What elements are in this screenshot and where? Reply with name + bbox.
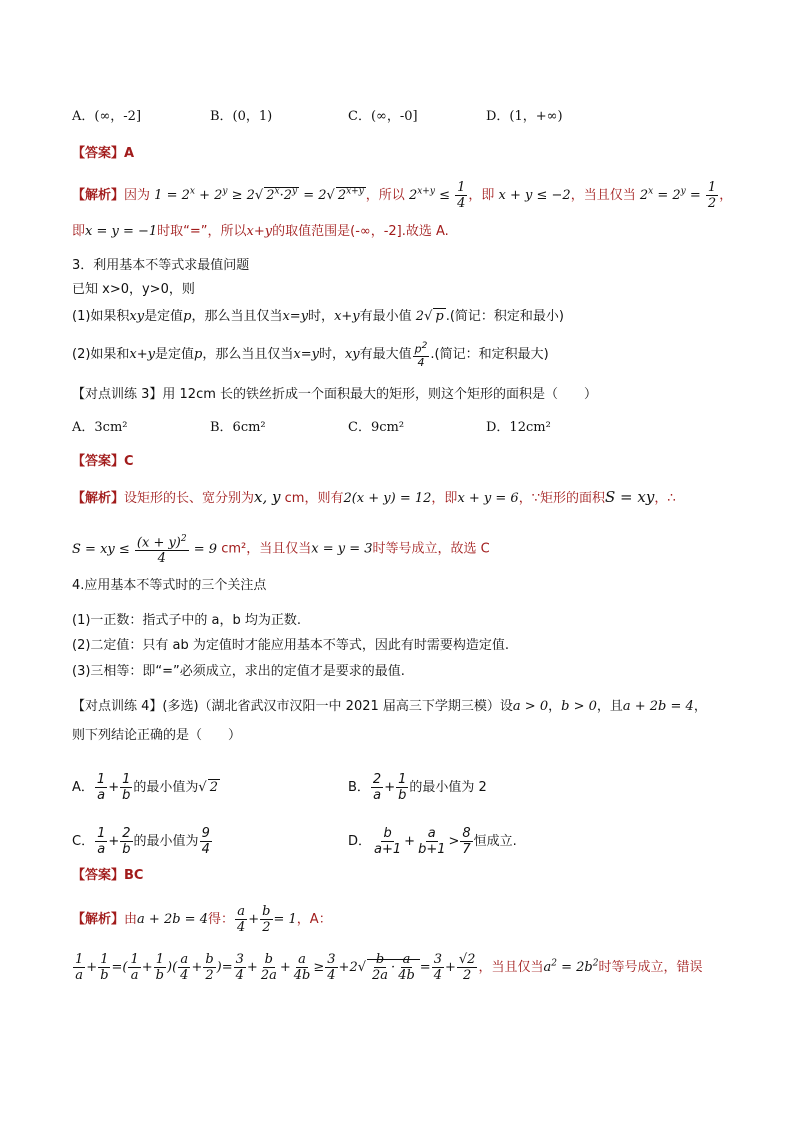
math-formula: $\frac{p^2}{4}$ — [414, 341, 428, 369]
math-formula: $1 = 2^x + 2^y \ge 2√$ $2^x\cdot 2^y = 2√$ $2^{x+y}$ — [154, 186, 364, 203]
analysis-text: ，所以 — [365, 188, 405, 203]
option-c: C．(∞，-0] — [348, 109, 418, 124]
analysis-line: 【解析】因为 $1 = 2^x + 2^y \ge 2√$ $2^x\cdot 2^y = 2√$ $2^{x+y}$ ，所以 $2^{x+y}$ ≤ $\frac{1}{4}$ ，即 x + y ≤ −2，当且仅当 $2^x = 2^y$ = $\frac{1}{2}$ ， — [72, 180, 733, 211]
math-formula: x + y = 6 — [457, 491, 519, 506]
answer-label: 【答案】 — [72, 868, 125, 883]
analysis-text: 由 — [124, 912, 138, 927]
answer-label: 【答案】 — [72, 146, 125, 161]
analysis-text: ，∴ — [654, 491, 676, 506]
analysis-label: 【解析】 — [72, 188, 125, 203]
math: $\frac{b}{a+1}$ — [374, 826, 402, 857]
math-formula: S = xy ≤ $\frac{(x + y)^2}{4}$ = 9 — [72, 534, 218, 567]
option-b: B．6cm² — [210, 420, 266, 435]
analysis-text: ，即 — [468, 188, 495, 203]
math-formula: x+y — [246, 224, 273, 239]
analysis-text: ，A： — [296, 912, 332, 927]
math: p — [183, 309, 192, 324]
text: (2)如果和 — [72, 346, 130, 362]
text: 有最大值 — [359, 346, 412, 362]
math: xy — [344, 346, 360, 362]
analysis-line — [72, 952, 702, 983]
math: x=y — [293, 346, 319, 362]
math: x=y — [282, 309, 309, 324]
math-formula: a > 0 — [512, 699, 549, 714]
section-item — [72, 340, 549, 369]
math-formula: x, y — [254, 488, 281, 506]
option-a: A．(∞，-2] — [72, 109, 142, 124]
option-d: D．12cm² — [486, 420, 551, 435]
math-formula: $2^x = 2^y$ = $\frac{1}{2}$ — [639, 180, 717, 211]
section-title: 4.应用基本不等式时的三个关注点 — [72, 578, 267, 593]
answer-value: C — [124, 454, 134, 469]
text: 【对点训练 4】(多选)（湖北省武汉市汉阳一中 2021 届高三下学期三模）设 — [72, 699, 513, 714]
question-stem: 则下列结论正确的是（ ） — [72, 728, 242, 743]
section-item: (2)二定值：只有 ab 为定值时才能应用基本不等式，因此有时需要构造定值. — [72, 638, 510, 653]
answer-value: A — [124, 146, 135, 161]
math-formula: $2^{x+y}$ ≤ $\frac{1}{4}$ — [408, 180, 466, 211]
math-formula: $\frac{1}{a}$ + $\frac{1}{b}$ =( $\frac{1}{a}$ + $\frac{1}{b}$ )( $\frac{a}{4}$ + $\frac{b}{2}$ )= $\frac{3}{4}$ + $\frac{b}{2a}$ + $\frac{a}{4b}$ ≥ $\frac{3}{4}$ +2√ $\frac{b}{2a}$ · $\frac{a}{4b}$ = $\frac{3}{4}$ + $\frac{√2}{2}$ — [75, 952, 476, 983]
answer-value: BC — [124, 868, 144, 883]
section-item: (3)三相等：即“=”必须成立，求出的定值才是要求的最值. — [72, 664, 405, 679]
analysis-text: 时取“=”，所以 — [157, 224, 247, 239]
analysis-text: 因为 — [124, 188, 151, 203]
option-a: A．3cm² — [72, 420, 128, 435]
analysis-text: ，即 — [431, 491, 458, 506]
text: (1)如果积 — [72, 309, 130, 324]
math: $\frac{1}{a}$ — [97, 826, 106, 857]
text: 时， — [318, 346, 345, 362]
option-c: C． $\frac{1}{a}$ + $\frac{2}{b}$ 的最小值为 $\frac{9}{4}$ — [72, 826, 210, 857]
answer-line — [72, 452, 134, 472]
math: $\frac{1}{b}$ — [398, 772, 407, 803]
analysis-line — [72, 222, 449, 242]
math-formula: 2(x + y) = 12 — [343, 491, 432, 506]
text: ，那么当且仅当 — [191, 309, 283, 324]
math: p — [194, 346, 203, 362]
option-a: A． $\frac{1}{a}$ + $\frac{1}{b}$ 的最小值为√ 2 — [72, 772, 218, 803]
section-given: 已知 x>0，y>0，则 — [72, 282, 195, 297]
math: $\frac{1}{b}$ — [122, 772, 131, 803]
math: $\frac{9}{4}$ — [201, 826, 210, 857]
math: $\frac{1}{a}$ — [96, 772, 106, 803]
section-title: 3．利用基本不等式求最值问题 — [72, 258, 250, 273]
text: .(简记：积定和最小) — [445, 309, 564, 324]
analysis-text: 时等号成立，故选 C — [372, 541, 490, 557]
analysis-text: cm²，当且仅当 — [221, 541, 312, 557]
answer-line — [72, 144, 134, 164]
analysis-text: ，当且仅当 — [478, 960, 544, 975]
analysis-text: 设矩形的长、宽分别为 — [124, 491, 255, 506]
math-formula: b > 0 — [561, 699, 597, 714]
analysis-text: 的取值范围是(-∞，-2].故选 A. — [272, 224, 449, 239]
math: $\frac{a}{b+1}$ — [418, 826, 446, 857]
analysis-line — [72, 904, 332, 935]
section-item: (1)一正数：指式子中的 a，b 均为正数. — [72, 613, 302, 628]
math: $\frac{8}{7}$ — [462, 826, 471, 857]
option-b: B． $\frac{2}{a}$ + $\frac{1}{b}$ 的最小值为 2 — [348, 772, 487, 803]
math-formula: $a^2 = 2b^2$ — [543, 958, 599, 975]
section-item — [72, 307, 564, 327]
analysis-text: ，当且仅当 — [570, 188, 636, 203]
math-formula: x = y = 3 — [311, 541, 373, 557]
analysis-text: 即 — [72, 224, 86, 239]
analysis-label: 【解析】 — [72, 912, 125, 927]
option-d: D．(1，+∞) — [486, 109, 563, 124]
text: 的最小值为 — [133, 780, 199, 795]
text: 时， — [308, 309, 335, 324]
text: 是定值 — [155, 346, 195, 362]
math-formula: x + y ≤ −2 — [498, 188, 571, 203]
math-formula: S = xy — [604, 488, 655, 506]
math-formula: 2√ p — [415, 309, 444, 324]
analysis-text: 时等号成立，错误 — [598, 960, 703, 975]
text: 有最小值 — [359, 309, 412, 324]
analysis-text: cm，则有 — [284, 491, 344, 506]
text: ，那么当且仅当 — [202, 346, 294, 362]
analysis-text: 得： — [207, 912, 234, 927]
math: √ 2 — [198, 780, 218, 795]
analysis-line — [72, 532, 490, 566]
math-formula: $\frac{a}{4}$ + $\frac{b}{2}$ = 1 — [236, 904, 297, 935]
math: x+y — [334, 309, 360, 324]
label: B． — [348, 780, 370, 795]
math-formula: x = y = −1 — [85, 224, 158, 239]
question-stem: 【对点训练 3】用 12cm 长的铁丝折成一个面积最大的矩形，则这个矩形的面积是（ ） — [72, 387, 598, 402]
option-d: D． $\frac{b}{a+1}$ + $\frac{a}{b+1}$ > $\frac{8}{7}$ 恒成立. — [348, 826, 517, 857]
answer-label: 【答案】 — [72, 454, 125, 469]
analysis-label: 【解析】 — [72, 491, 125, 506]
label: D． — [348, 834, 372, 849]
text: .(简记：和定积最大) — [430, 346, 549, 362]
answer-line — [72, 866, 143, 886]
math-formula: a + 2b = 4 — [137, 912, 208, 927]
text: 恒成立. — [473, 834, 517, 849]
math: $\frac{2}{a}$ — [372, 772, 382, 803]
analysis-line — [72, 487, 676, 509]
label: C． — [72, 834, 95, 849]
math-formula: a + 2b = 4 — [622, 699, 694, 714]
option-c: C．9cm² — [348, 420, 405, 435]
text: 的最小值为 — [133, 834, 199, 849]
text: 的最小值为 2 — [409, 780, 487, 795]
text: ，且 — [596, 699, 623, 714]
analysis-text: ，∵矩形的面积 — [518, 491, 605, 506]
math: xy — [129, 309, 145, 324]
math: $\frac{2}{b}$ — [122, 826, 131, 857]
option-b: B．(0，1) — [210, 109, 273, 124]
label: A． — [72, 780, 94, 795]
question-stem: 【对点训练 4】(多选)（湖北省武汉市汉阳一中 2021 届高三下学期三模）设a > 0，b > 0，且a + 2b = 4， — [72, 699, 707, 714]
math: x+y — [129, 346, 155, 362]
text: 是定值 — [144, 309, 184, 324]
